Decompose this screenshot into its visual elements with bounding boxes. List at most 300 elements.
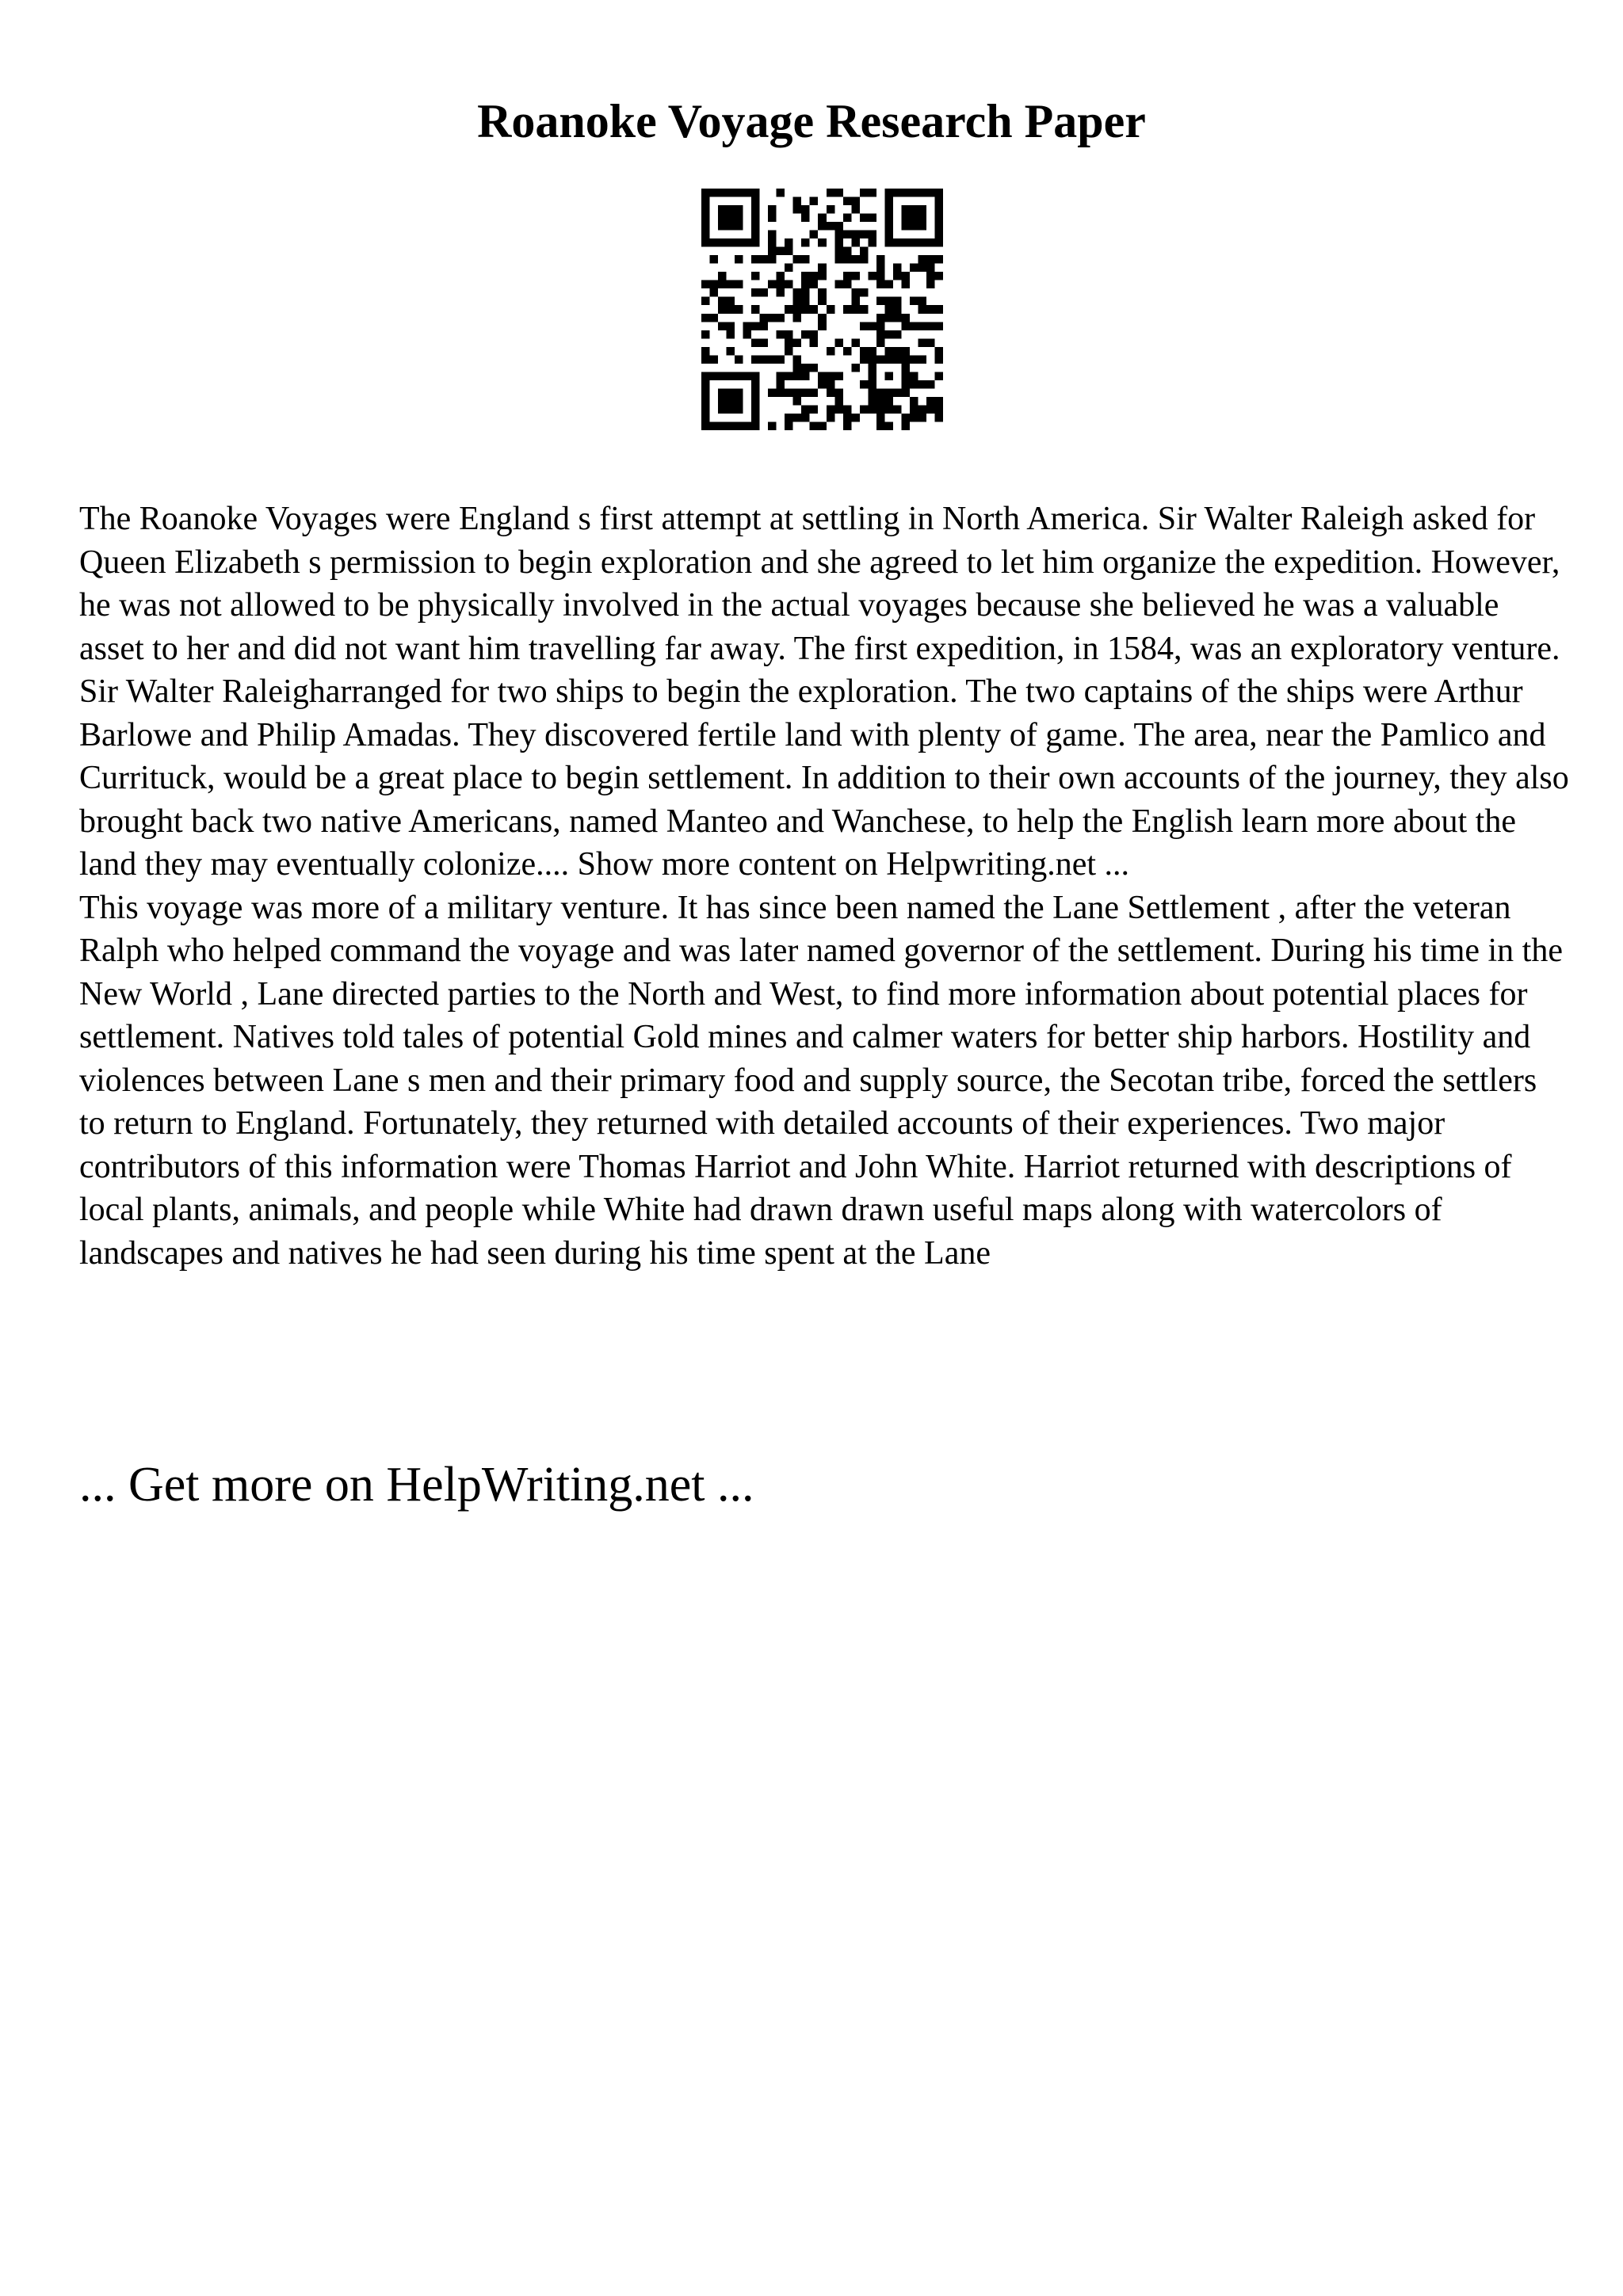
qr-module <box>793 197 802 206</box>
qr-module <box>751 189 760 197</box>
qr-module <box>801 405 810 414</box>
qr-module <box>910 238 918 247</box>
qr-module <box>893 297 902 306</box>
qr-module <box>735 222 743 231</box>
qr-module <box>868 214 876 223</box>
qr-module <box>910 355 918 364</box>
qr-module <box>818 264 827 273</box>
qr-module <box>934 197 943 206</box>
qr-module <box>934 372 943 380</box>
qr-module <box>901 189 910 197</box>
qr-module <box>727 405 735 414</box>
qr-module <box>884 347 893 356</box>
qr-module <box>843 214 852 223</box>
qr-module <box>718 397 727 406</box>
qr-module <box>701 189 710 197</box>
qr-module <box>918 405 926 414</box>
qr-module <box>785 347 793 356</box>
qr-module <box>735 397 743 406</box>
qr-module <box>710 355 719 364</box>
qr-module <box>926 272 935 280</box>
qr-module <box>701 372 710 380</box>
qr-module <box>918 414 926 422</box>
qr-module <box>735 405 743 414</box>
qr-module <box>918 264 926 273</box>
qr-module <box>818 214 827 223</box>
qr-module <box>760 314 769 322</box>
qr-module <box>834 397 843 406</box>
qr-module <box>884 280 893 289</box>
qr-module <box>727 330 735 339</box>
qr-module <box>876 264 885 273</box>
qr-module <box>785 238 793 247</box>
qr-module <box>934 272 943 280</box>
qr-module <box>934 205 943 214</box>
qr-module <box>701 231 710 239</box>
qr-module <box>768 421 777 430</box>
qr-module <box>901 314 910 322</box>
qr-module <box>701 197 710 206</box>
qr-module <box>810 197 819 206</box>
qr-module <box>851 205 860 214</box>
qr-module <box>876 280 885 289</box>
qr-module <box>876 322 885 330</box>
qr-module <box>868 322 876 330</box>
qr-module <box>735 280 743 289</box>
qr-module <box>751 288 760 297</box>
qr-module <box>893 347 902 356</box>
qr-module <box>793 414 802 422</box>
qr-module <box>934 322 943 330</box>
qr-module <box>718 222 727 231</box>
qr-module <box>777 280 785 289</box>
qr-module <box>777 372 785 380</box>
qr-module <box>818 314 827 322</box>
qr-module <box>810 330 819 339</box>
qr-module <box>701 397 710 406</box>
qr-module <box>751 405 760 414</box>
qr-module <box>701 330 710 339</box>
qr-module <box>785 264 793 273</box>
qr-module <box>926 405 935 414</box>
qr-module <box>910 372 918 380</box>
qr-module <box>876 330 885 339</box>
qr-module <box>868 238 876 247</box>
qr-module <box>884 421 893 430</box>
qr-module <box>884 314 893 322</box>
qr-module <box>834 222 843 231</box>
qr-module <box>843 405 852 414</box>
qr-module <box>926 238 935 247</box>
qr-module <box>884 372 893 380</box>
qr-module <box>827 388 835 397</box>
qr-module <box>701 280 710 289</box>
qr-module <box>910 222 918 231</box>
qr-module <box>727 322 735 330</box>
qr-module <box>901 372 910 380</box>
qr-module <box>893 388 902 397</box>
qr-module <box>727 305 735 314</box>
qr-module <box>727 280 735 289</box>
qr-module <box>727 222 735 231</box>
qr-module <box>918 255 926 264</box>
qr-module <box>793 297 802 306</box>
qr-module <box>868 364 876 372</box>
qr-module <box>701 388 710 397</box>
qr-module <box>876 338 885 347</box>
article-body <box>79 498 1569 1275</box>
qr-code-graphic <box>701 189 943 430</box>
qr-module <box>851 255 860 264</box>
qr-module <box>934 414 943 422</box>
qr-module <box>827 414 835 422</box>
qr-module <box>760 322 769 330</box>
qr-module <box>701 421 710 430</box>
qr-module <box>827 205 835 214</box>
qr-module <box>777 380 785 389</box>
qr-module <box>901 238 910 247</box>
qr-module <box>868 355 876 364</box>
qr-module <box>710 372 719 380</box>
qr-module <box>827 380 835 389</box>
qr-module <box>751 205 760 214</box>
qr-module <box>751 222 760 231</box>
qr-module <box>751 214 760 223</box>
qr-module <box>785 338 793 347</box>
qr-module <box>701 222 710 231</box>
qr-module <box>910 189 918 197</box>
qr-module <box>918 214 926 223</box>
qr-module <box>777 314 785 322</box>
qr-module <box>834 388 843 397</box>
qr-module <box>768 388 777 397</box>
qr-module <box>818 421 827 430</box>
qr-module <box>918 338 926 347</box>
qr-module <box>768 280 777 289</box>
qr-module <box>760 288 769 297</box>
qr-module <box>801 364 810 372</box>
qr-module <box>810 421 819 430</box>
qr-module <box>743 238 752 247</box>
qr-module <box>751 414 760 422</box>
qr-module <box>827 347 835 356</box>
qr-module <box>768 205 777 214</box>
qr-module <box>735 189 743 197</box>
qr-module <box>918 305 926 314</box>
qr-module <box>918 189 926 197</box>
qr-module <box>827 405 835 414</box>
qr-module <box>718 322 727 330</box>
qr-module <box>884 205 893 214</box>
qr-module <box>843 272 852 280</box>
qr-module <box>727 189 735 197</box>
qr-module <box>910 297 918 306</box>
qr-module <box>868 397 876 406</box>
qr-module <box>701 314 710 322</box>
qr-module <box>884 305 893 314</box>
qr-module <box>843 247 852 256</box>
qr-module <box>893 305 902 314</box>
qr-module <box>901 347 910 356</box>
qr-module <box>827 372 835 380</box>
qr-module <box>751 231 760 239</box>
qr-module <box>785 388 793 397</box>
qr-module <box>834 189 843 197</box>
paragraph-1: The Roanoke Voyages were England s first attempt at settling in North America. Sir Walter Raleigh asked for Queen Elizabeth s permission to begin exploration and she agreed to let him organize the expedition. However, he was not allowed to be physically involved in the actual voyages because she believed he was a valuable asset to her and did not want him travelling far away. The first expedition, in 1584, was an exploratory venture. Sir Walter Raleigharranged for two ships to begin the exploration. The two captains of the ships were Arthur Barlowe and Philip Amadas. They discovered fertile land with plenty of game. The area, near the Pamlico and Currituck, would be a great place to begin settlement. In addition to their own accounts of the journey, they also brought back two native Americans, named Manteo and Wanchese, to help the English learn more about the land they may eventually colonize.... Show more content on Helpwriting.net ... <box>79 501 1569 883</box>
qr-module <box>834 338 843 347</box>
qr-module <box>793 388 802 397</box>
qr-module <box>910 214 918 223</box>
qr-module <box>851 305 860 314</box>
qr-module <box>727 205 735 214</box>
qr-module <box>793 205 802 214</box>
qr-module <box>901 272 910 280</box>
qr-module <box>910 397 918 406</box>
qr-module <box>910 264 918 273</box>
qr-module <box>818 222 827 231</box>
qr-module <box>801 205 810 214</box>
qr-module <box>851 238 860 247</box>
qr-module <box>727 372 735 380</box>
qr-module <box>710 280 719 289</box>
qr-module <box>834 238 843 247</box>
qr-module <box>718 405 727 414</box>
qr-code <box>701 189 943 430</box>
qr-module <box>827 189 835 197</box>
qr-module <box>884 330 893 339</box>
qr-module <box>701 405 710 414</box>
qr-module <box>768 314 777 322</box>
qr-module <box>860 288 869 297</box>
qr-module <box>926 280 935 289</box>
qr-module <box>884 355 893 364</box>
qr-module <box>918 355 926 364</box>
qr-module <box>701 297 710 306</box>
qr-module <box>910 414 918 422</box>
qr-module <box>926 264 935 273</box>
qr-module <box>735 355 743 364</box>
qr-module <box>934 255 943 264</box>
qr-module <box>727 388 735 397</box>
qr-module <box>934 355 943 364</box>
qr-module <box>743 421 752 430</box>
qr-module <box>901 355 910 364</box>
qr-module <box>735 214 743 223</box>
qr-module <box>860 189 869 197</box>
qr-module <box>751 388 760 397</box>
qr-module <box>801 288 810 297</box>
qr-module <box>884 297 893 306</box>
qr-module <box>801 414 810 422</box>
qr-module <box>743 372 752 380</box>
qr-module <box>860 380 869 389</box>
qr-module <box>727 421 735 430</box>
qr-module <box>751 355 760 364</box>
qr-module <box>743 189 752 197</box>
qr-module <box>727 397 735 406</box>
qr-module <box>851 364 860 372</box>
qr-module <box>901 414 910 422</box>
qr-module <box>710 255 719 264</box>
qr-module <box>801 305 810 314</box>
qr-module <box>793 338 802 347</box>
qr-module <box>926 397 935 406</box>
qr-module <box>843 280 852 289</box>
qr-module <box>843 197 852 206</box>
qr-module <box>926 255 935 264</box>
qr-module <box>884 231 893 239</box>
qr-module <box>884 214 893 223</box>
qr-module <box>801 388 810 397</box>
qr-module <box>751 380 760 389</box>
qr-module <box>727 238 735 247</box>
qr-module <box>768 231 777 239</box>
qr-module <box>768 247 777 256</box>
qr-module <box>876 314 885 322</box>
qr-module <box>760 355 769 364</box>
qr-module <box>701 355 710 364</box>
qr-module <box>751 338 760 347</box>
qr-module <box>884 388 893 397</box>
qr-module <box>827 305 835 314</box>
qr-module <box>751 421 760 430</box>
qr-module <box>918 205 926 214</box>
qr-module <box>934 222 943 231</box>
qr-module <box>901 421 910 430</box>
qr-module <box>918 222 926 231</box>
qr-module <box>768 238 777 247</box>
qr-module <box>793 314 802 322</box>
qr-module <box>718 238 727 247</box>
qr-module <box>810 405 819 414</box>
qr-module <box>926 322 935 330</box>
qr-module <box>876 255 885 264</box>
qr-module <box>718 388 727 397</box>
qr-module <box>868 189 876 197</box>
qr-module <box>793 364 802 372</box>
qr-module <box>777 288 785 297</box>
qr-module <box>934 397 943 406</box>
qr-module <box>827 222 835 231</box>
qr-module <box>934 405 943 414</box>
qr-module <box>918 238 926 247</box>
qr-module <box>818 288 827 297</box>
qr-module <box>751 372 760 380</box>
qr-module <box>851 338 860 347</box>
qr-module <box>926 189 935 197</box>
qr-module <box>918 322 926 330</box>
qr-module <box>868 388 876 397</box>
qr-module <box>851 414 860 422</box>
qr-module <box>926 338 935 347</box>
qr-module <box>843 414 852 422</box>
qr-module <box>743 322 752 330</box>
qr-module <box>860 247 869 256</box>
qr-module <box>910 322 918 330</box>
qr-module <box>818 380 827 389</box>
qr-module <box>843 231 852 239</box>
qr-module <box>701 238 710 247</box>
qr-module <box>801 280 810 289</box>
qr-module <box>884 222 893 231</box>
qr-module <box>718 272 727 280</box>
qr-module <box>876 405 885 414</box>
qr-module <box>801 214 810 223</box>
qr-module <box>843 421 852 430</box>
qr-module <box>876 355 885 364</box>
qr-module <box>901 222 910 231</box>
qr-module <box>785 280 793 289</box>
qr-module <box>901 322 910 330</box>
qr-module <box>818 372 827 380</box>
qr-module <box>893 330 902 339</box>
qr-module <box>884 397 893 406</box>
qr-module <box>777 388 785 397</box>
qr-module <box>701 214 710 223</box>
qr-module <box>785 330 793 339</box>
qr-module <box>893 238 902 247</box>
qr-module <box>785 421 793 430</box>
qr-module <box>860 347 869 356</box>
qr-module <box>793 255 802 264</box>
qr-module <box>701 347 710 356</box>
qr-module <box>860 255 869 264</box>
qr-module <box>901 388 910 397</box>
qr-module <box>760 338 769 347</box>
qr-module <box>893 264 902 273</box>
qr-module <box>810 280 819 289</box>
qr-module <box>751 197 760 206</box>
qr-module <box>701 380 710 389</box>
qr-module <box>893 355 902 364</box>
qr-module <box>818 272 827 280</box>
qr-module <box>860 355 869 364</box>
qr-module <box>934 305 943 314</box>
qr-module <box>860 214 869 223</box>
qr-module <box>768 214 777 223</box>
qr-module <box>843 347 852 356</box>
qr-module <box>884 189 893 197</box>
qr-module <box>876 272 885 280</box>
paragraph-2: This voyage was more of a military venture. It has since been named the Lane Settlement , after the veteran Ralph who helped command the voyage and was later named governor of the settlement. During his time in the New World , Lane directed parties to the North and West, to find more information about potential places for settlement. Natives told tales of potential Gold mines and calmer waters for better ship harbors. Hostility and violences between Lane s men and their primary food and supply source, the Secotan tribe, forced the settlers to return to England. Fortunately, they returned with detailed accounts of their experiences. Two major contributors of this information were Thomas Harriot and John White. Harriot returned with descriptions of local plants, animals, and people while White had drawn drawn useful maps along with watercolors of landscapes and natives he had seen during his time spent at the Lane <box>79 889 1563 1272</box>
qr-module <box>810 305 819 314</box>
qr-module <box>934 238 943 247</box>
page-title: Roanoke Voyage Research Paper <box>477 95 1146 147</box>
qr-module <box>793 355 802 364</box>
qr-module <box>785 305 793 314</box>
qr-module <box>884 405 893 414</box>
qr-module <box>910 380 918 389</box>
qr-module <box>751 322 760 330</box>
qr-module <box>834 405 843 414</box>
qr-module <box>860 322 869 330</box>
qr-module <box>910 205 918 214</box>
qr-module <box>834 255 843 264</box>
qr-module <box>884 197 893 206</box>
qr-module <box>876 297 885 306</box>
qr-module <box>718 189 727 197</box>
qr-module <box>893 314 902 322</box>
qr-module <box>934 189 943 197</box>
qr-module <box>910 405 918 414</box>
qr-module <box>810 364 819 372</box>
qr-module <box>777 355 785 364</box>
qr-module <box>851 297 860 306</box>
qr-module <box>751 238 760 247</box>
get-more-link[interactable]: ... Get more on HelpWriting.net ... <box>79 1458 754 1512</box>
qr-module <box>868 380 876 389</box>
qr-module <box>868 405 876 414</box>
